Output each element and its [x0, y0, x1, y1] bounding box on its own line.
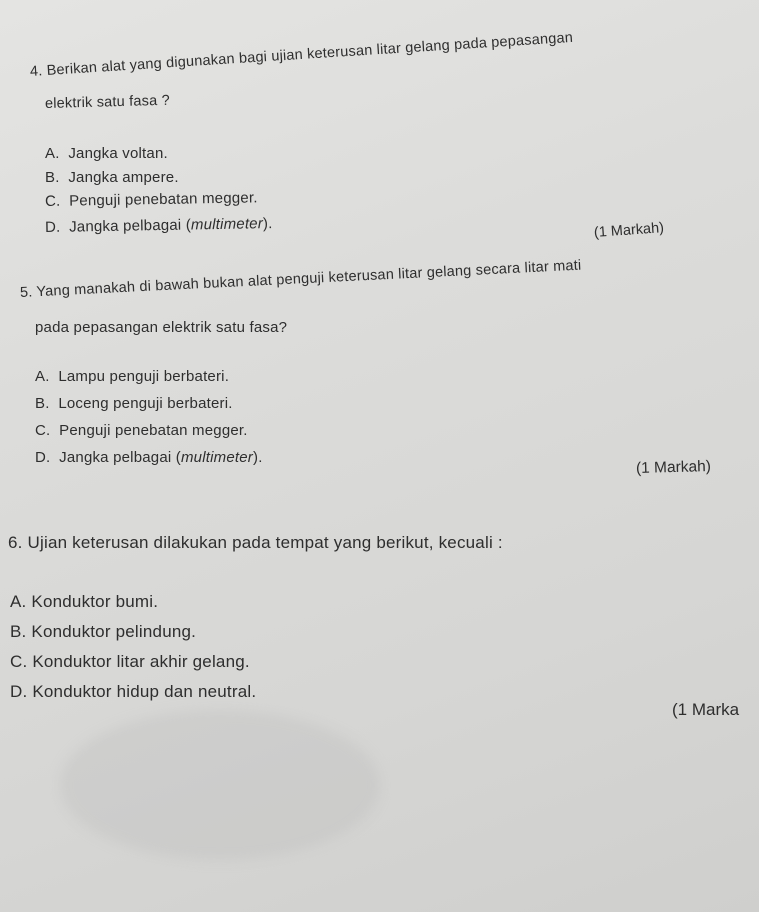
option-text: Jangka voltan. [68, 145, 168, 162]
option-letter: D. [10, 682, 28, 701]
option-text: Lampu penguji berbateri. [58, 368, 230, 385]
option-text: Penguji penebatan megger. [69, 189, 258, 210]
question-5-mark: (1 Markah) [635, 458, 712, 477]
option-text-after: ). [253, 449, 263, 466]
option-text: Konduktor hidup dan neutral. [32, 682, 257, 701]
option-c [45, 189, 258, 210]
option-letter: D. [35, 449, 51, 466]
option-text: Jangka ampere. [68, 169, 179, 186]
option-letter: D. [44, 218, 61, 236]
option-letter: A. [10, 592, 27, 611]
option-text-italic: multimeter [180, 449, 253, 466]
option-letter: A. [35, 368, 50, 385]
option-a [45, 145, 168, 162]
option-a [10, 592, 158, 612]
option-c [35, 422, 248, 439]
page-shadow [60, 710, 380, 860]
question-number: 5. [19, 284, 33, 301]
option-text: Jangka pelbagai ( [59, 449, 181, 466]
option-letter: C. [35, 422, 51, 439]
option-b [35, 395, 233, 412]
question-6-stem-line1 [8, 533, 503, 553]
question-4-stem-line1 [29, 30, 573, 80]
option-text: Konduktor litar akhir gelang. [32, 652, 250, 671]
option-letter: B. [45, 169, 60, 186]
option-text: Konduktor pelindung. [31, 622, 197, 641]
option-letter: B. [10, 622, 27, 641]
option-text: Jangka pelbagai ( [69, 216, 192, 236]
option-letter: C. [44, 192, 61, 210]
option-d [35, 449, 263, 466]
question-4-stem-line2: elektrik satu fasa ? [44, 92, 171, 112]
question-number: 6. [8, 533, 23, 552]
question-5-stem-line2: pada pepasangan elektrik satu fasa? [35, 319, 288, 336]
option-d [45, 215, 273, 236]
option-b [10, 622, 196, 642]
question-6-mark: (1 Marka [672, 700, 740, 719]
option-text: Konduktor bumi. [31, 592, 159, 611]
option-b [45, 169, 179, 186]
option-c [10, 652, 250, 672]
option-text-italic: multimeter [190, 215, 264, 234]
question-4-mark: (1 Markah) [593, 220, 665, 241]
option-d [10, 682, 256, 702]
option-letter: B. [35, 395, 50, 412]
option-text: Penguji penebatan megger. [59, 422, 248, 439]
question-5-stem-line1 [20, 258, 582, 301]
question-number: 4. [29, 63, 43, 80]
question-stem: Ujian keterusan dilakukan pada tempat yang berikut, kecuali : [27, 533, 503, 552]
option-text: Loceng penguji berbateri. [58, 395, 233, 412]
option-letter: C. [10, 652, 28, 671]
option-text-after: ). [262, 215, 273, 233]
question-stem: Yang manakah di bawah bukan alat penguji keterusan litar gelang secara litar mati [36, 257, 582, 301]
option-a [35, 368, 229, 385]
question-stem: Berikan alat yang digunakan bagi ujian keterusan litar gelang pada pepasangan [46, 29, 574, 79]
option-letter: A. [45, 145, 60, 162]
